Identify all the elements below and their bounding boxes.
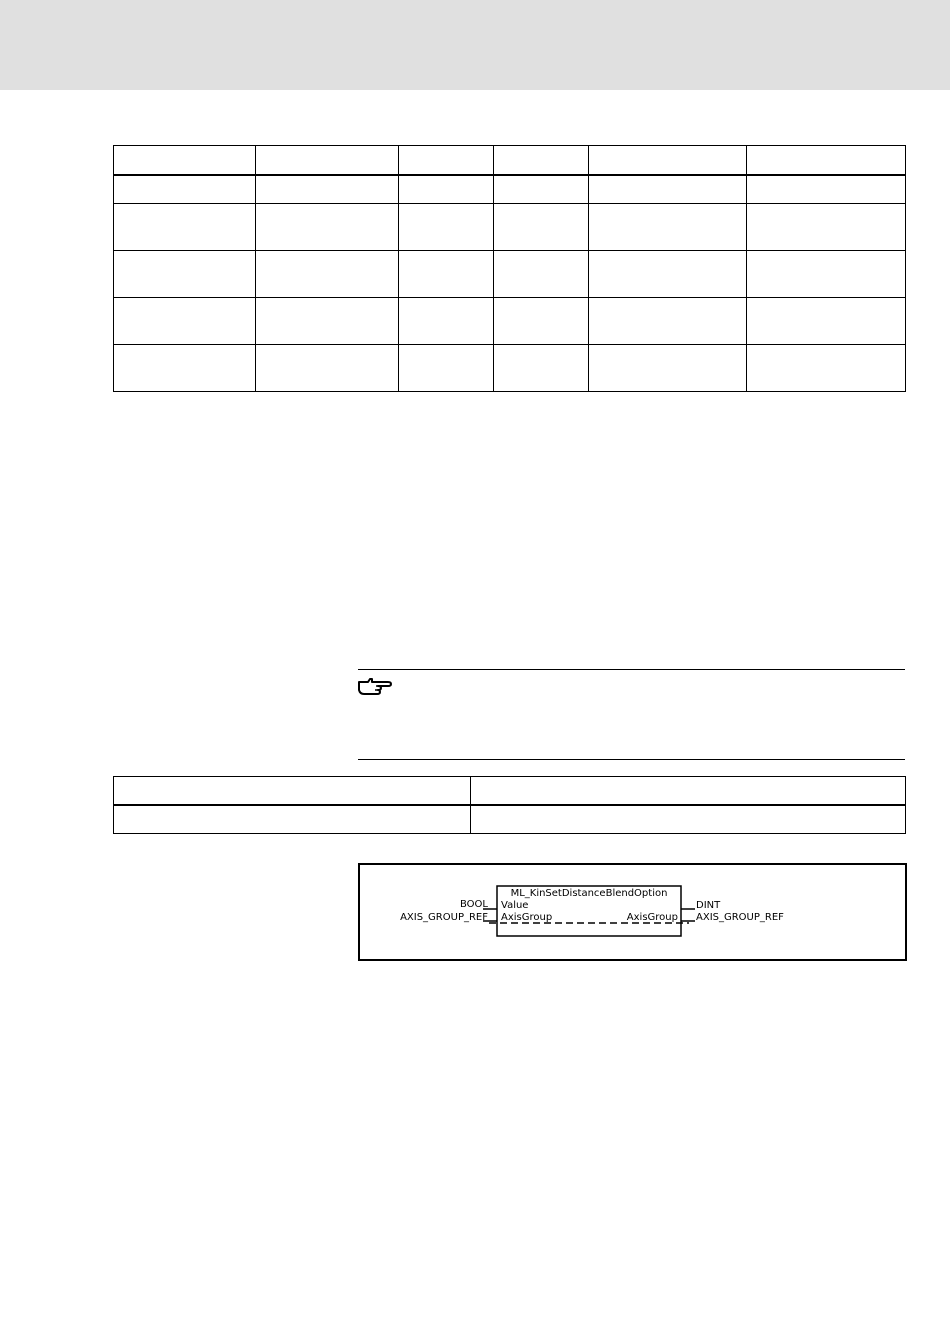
table-cell bbox=[114, 204, 256, 251]
table-cell bbox=[114, 251, 256, 298]
table-cell bbox=[747, 175, 906, 204]
table-cell bbox=[747, 204, 906, 251]
input-type-axis-group-ref: AXIS_GROUP_REF bbox=[400, 912, 488, 923]
table-cell bbox=[589, 204, 747, 251]
table-cell bbox=[747, 298, 906, 345]
table-cell bbox=[494, 175, 589, 204]
table-header-cell bbox=[494, 146, 589, 176]
note-bottom-rule bbox=[358, 759, 905, 760]
parameter-table bbox=[113, 145, 906, 392]
table-cell bbox=[256, 175, 399, 204]
table-cell bbox=[494, 298, 589, 345]
table-cell bbox=[399, 175, 494, 204]
table-header-cell bbox=[747, 146, 906, 176]
table-row bbox=[114, 251, 906, 298]
table-header-cell bbox=[114, 146, 256, 176]
table-cell bbox=[494, 204, 589, 251]
table-header-cell bbox=[589, 146, 747, 176]
table-header-cell bbox=[471, 777, 906, 806]
table-cell bbox=[114, 175, 256, 204]
output-pin-axisgroup: AxisGroup bbox=[626, 912, 678, 923]
table-cell bbox=[471, 805, 906, 834]
table-row bbox=[114, 298, 906, 345]
table-cell bbox=[399, 345, 494, 392]
table-cell bbox=[256, 251, 399, 298]
input-pin-axisgroup: AxisGroup bbox=[501, 912, 553, 923]
table-cell bbox=[589, 298, 747, 345]
input-type-bool: BOOL bbox=[460, 899, 488, 910]
page-header-band bbox=[0, 0, 950, 90]
function-block-diagram bbox=[358, 863, 907, 961]
table-row bbox=[114, 345, 906, 392]
table-row bbox=[114, 175, 906, 204]
table-header-row bbox=[114, 146, 906, 176]
table-cell bbox=[494, 251, 589, 298]
output-type-axis-group-ref: AXIS_GROUP_REF bbox=[696, 912, 784, 923]
table-header-cell bbox=[114, 777, 471, 806]
table-cell bbox=[256, 345, 399, 392]
table-cell bbox=[399, 204, 494, 251]
input-pin-value: Value bbox=[501, 900, 529, 911]
pointing-hand-icon bbox=[358, 676, 392, 696]
table-header-cell bbox=[256, 146, 399, 176]
table-cell bbox=[399, 251, 494, 298]
table-cell bbox=[494, 345, 589, 392]
table-row bbox=[114, 805, 906, 834]
table-cell bbox=[589, 175, 747, 204]
table-cell bbox=[747, 345, 906, 392]
table-cell bbox=[256, 298, 399, 345]
table-cell bbox=[256, 204, 399, 251]
table-cell bbox=[114, 345, 256, 392]
table-header-cell bbox=[399, 146, 494, 176]
table-cell bbox=[589, 345, 747, 392]
function-block-name: ML_KinSetDistanceBlendOption bbox=[510, 888, 668, 899]
table-cell bbox=[399, 298, 494, 345]
table-cell bbox=[589, 251, 747, 298]
table-row bbox=[114, 204, 906, 251]
table-header-row bbox=[114, 777, 906, 806]
table-cell bbox=[114, 298, 256, 345]
table-cell bbox=[114, 805, 471, 834]
note-top-rule bbox=[358, 669, 905, 670]
table-cell bbox=[747, 251, 906, 298]
output-type-dint: DINT bbox=[696, 900, 721, 911]
interface-table bbox=[113, 776, 906, 834]
